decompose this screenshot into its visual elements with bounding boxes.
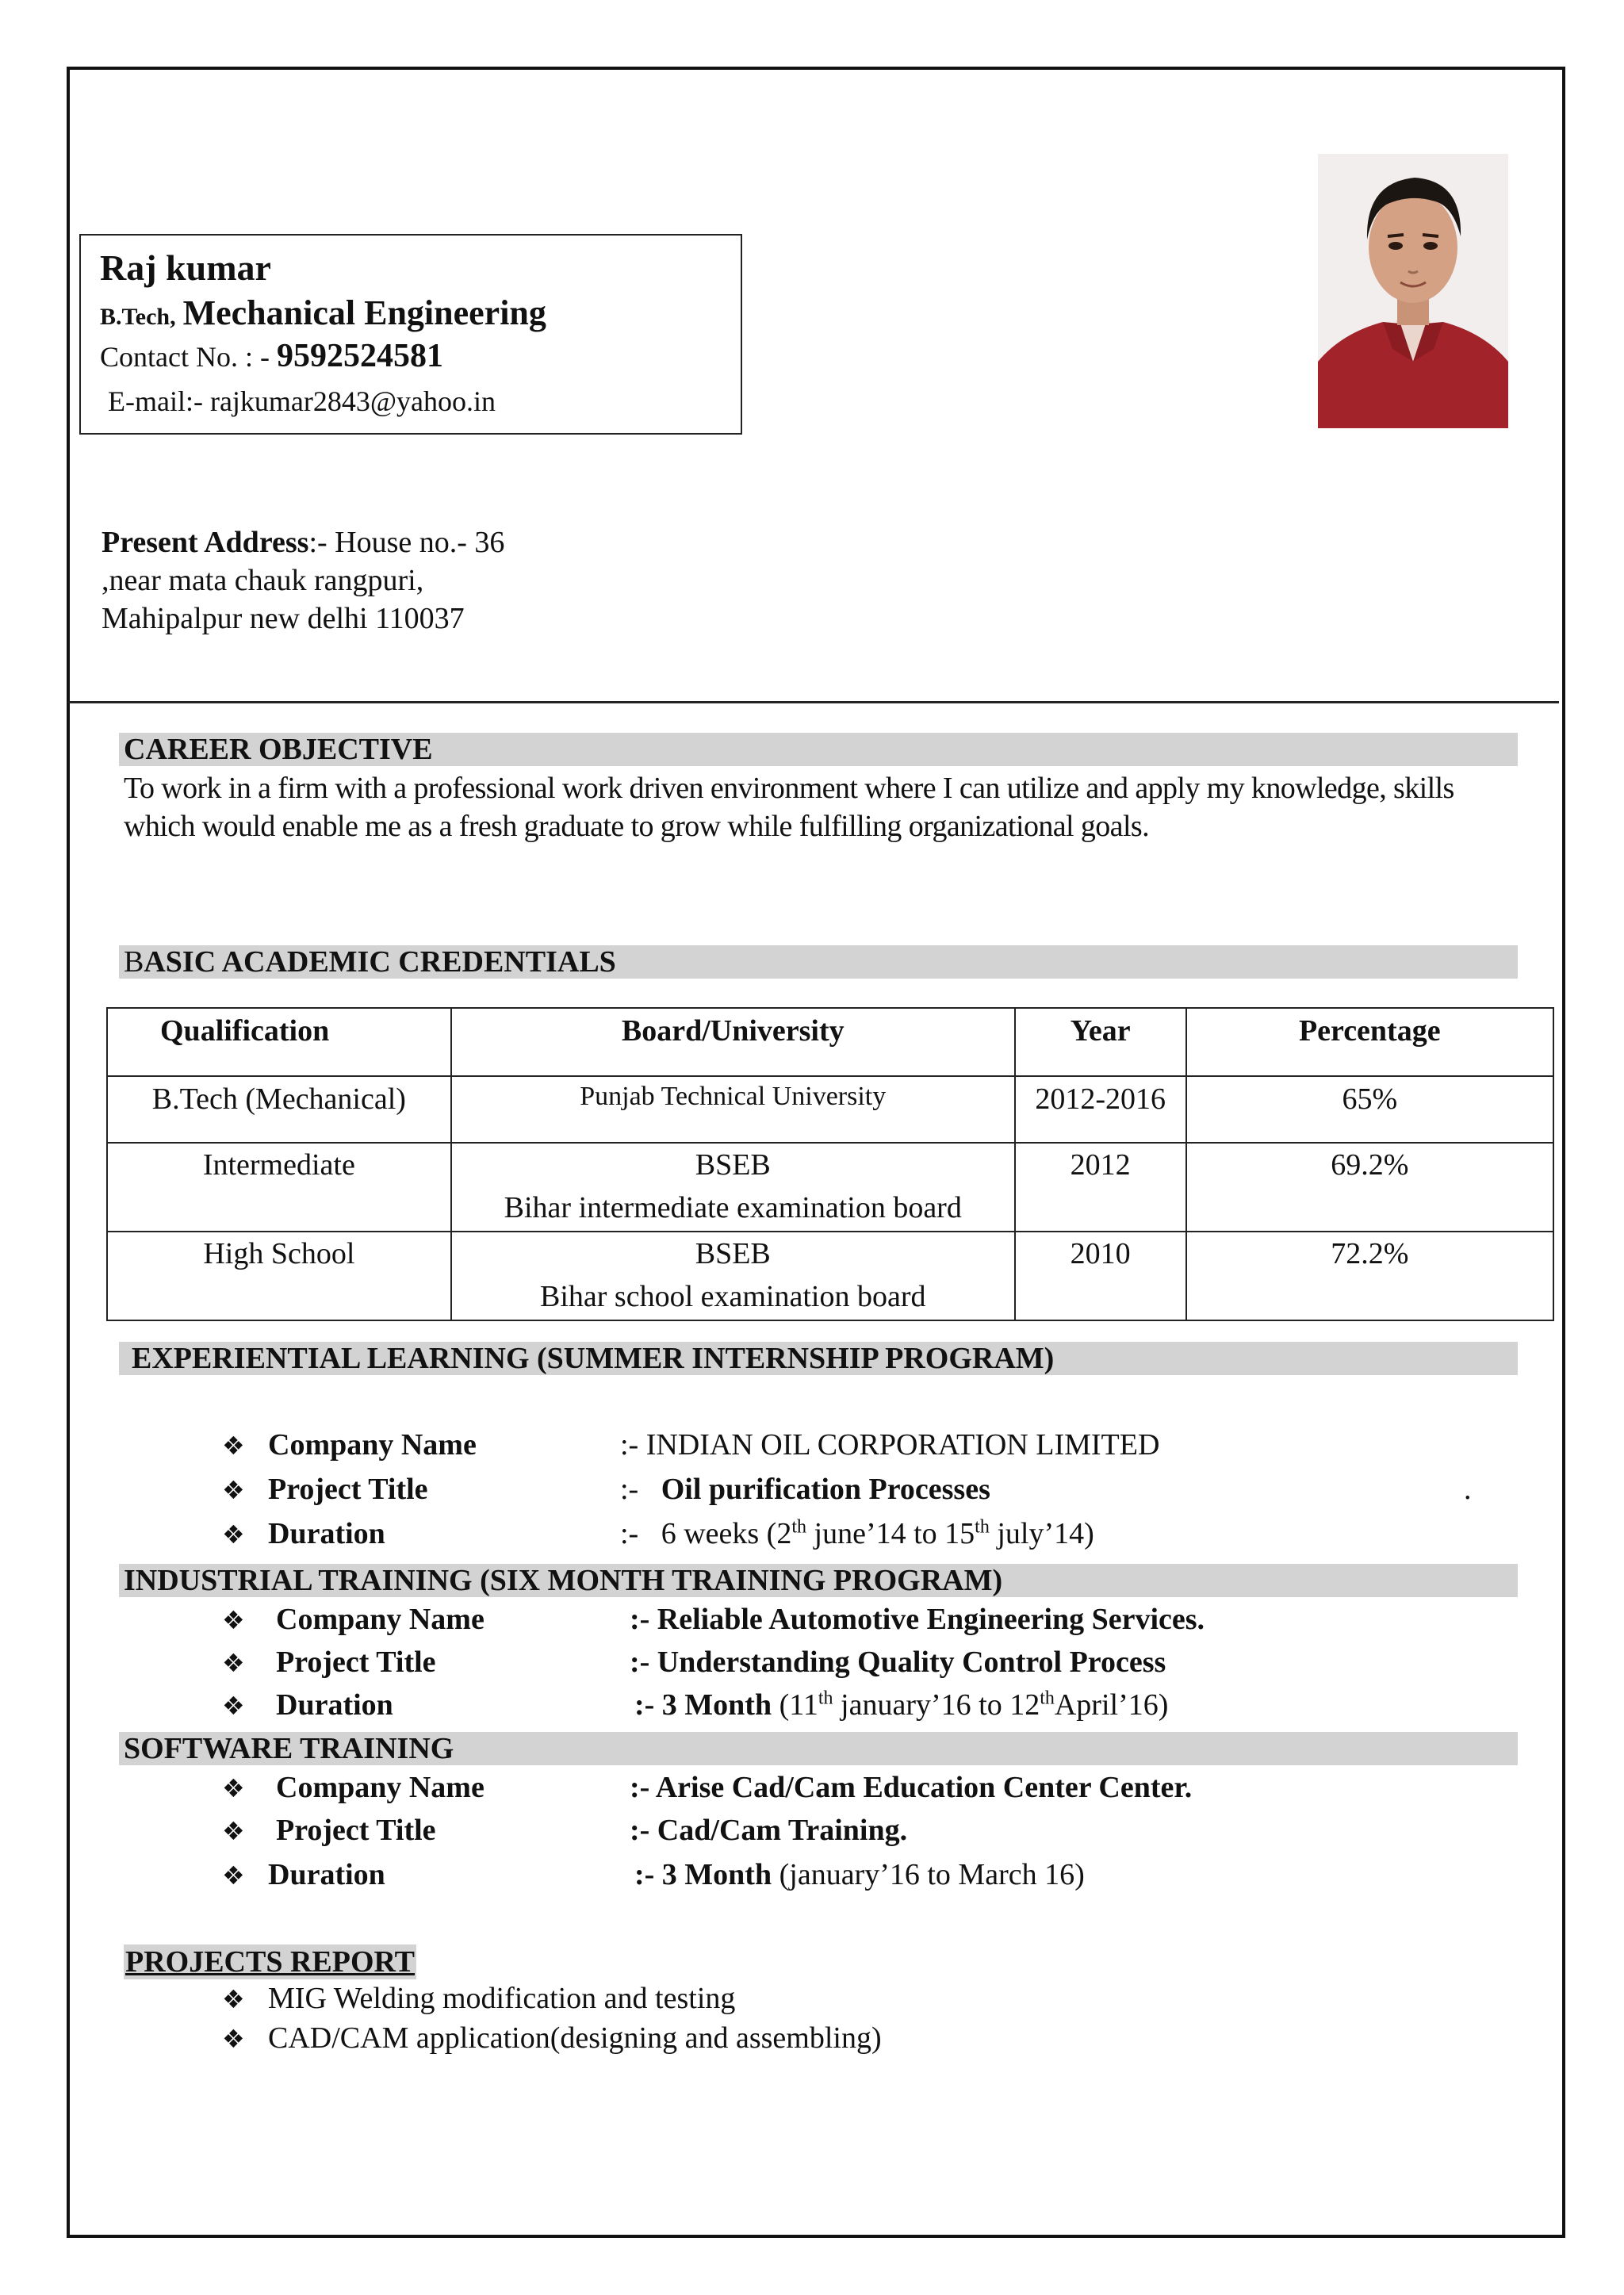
academic-heading-initial: B [124,945,144,979]
industrial-company-value: :- Reliable Automotive Engineering Services. [630,1603,1205,1636]
ordinal-suffix: th [791,1516,807,1538]
project-item [222,1981,735,2016]
industrial-duration-value [634,1688,1168,1722]
cell-board: Punjab Technical University [451,1076,1015,1143]
industrial-project-item [222,1645,436,1680]
bullet-label: Duration [268,1858,385,1891]
separator: :- [620,1517,639,1550]
cell-year: 2012-2016 [1015,1076,1186,1143]
internship-company-value: :- INDIAN OIL CORPORATION LIMITED [620,1428,1160,1462]
bullet-label: Project Title [268,1473,428,1506]
col-year: Year [1015,1008,1186,1076]
academic-credentials-table [106,1007,1554,1321]
duration-part: january’16 to 12 [833,1688,1040,1722]
diamond-bullet-icon: ❖ [222,1773,245,1803]
duration-part: April’16) [1054,1688,1169,1722]
separator: :- [620,1473,639,1506]
duration-bold: :- 3 Month [634,1858,772,1891]
profile-photo [1318,154,1508,428]
address-line-1 [102,523,504,561]
present-address [102,523,504,638]
diamond-bullet-icon: ❖ [222,1519,245,1550]
diamond-bullet-icon: ❖ [222,1475,245,1505]
projects-report-heading: PROJECTS REPORT [125,1945,415,1979]
duration-part: 6 weeks (2 [661,1517,792,1550]
career-objective-heading: CAREER OBJECTIVE [119,733,1518,766]
cell-qualification: B.Tech (Mechanical) [107,1076,451,1143]
header-divider [68,701,1559,703]
col-qualification: Qualification [107,1008,451,1076]
bullet-label: Duration [268,1517,385,1550]
cell-board [451,1143,1015,1232]
project-item-text: CAD/CAM application(designing and assembling) [268,2021,882,2055]
industrial-duration-item [222,1688,393,1722]
diamond-bullet-icon: ❖ [222,1648,245,1678]
board-abbrev: BSEB [695,1237,771,1270]
bullet-label: Project Title [276,1646,436,1679]
address-line-1-text: :- House no.- 36 [308,526,505,559]
diamond-bullet-icon: ❖ [222,1984,245,2014]
header-box [79,234,742,435]
software-training-heading: SOFTWARE TRAINING [119,1732,1518,1765]
degree-line [100,293,546,333]
bullet-label: Company Name [276,1771,485,1804]
address-line-2: ,near mata chauk rangpuri, [102,564,424,597]
project-title-text: Oil purification Processes [661,1473,990,1506]
address-label: Present Address [102,526,309,559]
software-project-item [222,1813,436,1848]
software-duration-item [222,1857,385,1892]
cell-board [451,1232,1015,1320]
internship-duration-item [222,1516,385,1551]
career-objective-text: To work in a firm with a professional work driven environment where I can utilize and apply my knowledge, skills which would enable me as a fresh graduate to grow while fulfilling organizational goals. [124,772,1454,843]
internship-heading: EXPERIENTIAL LEARNING (SUMMER INTERNSHIP PROGRAM) [119,1342,1518,1375]
diamond-bullet-icon: ❖ [222,1816,245,1846]
internship-project-value [620,1472,990,1507]
ordinal-suffix: th [975,1516,990,1538]
software-duration-value [634,1857,1085,1892]
degree-prefix: B.Tech, [100,304,176,330]
cell-qualification: High School [107,1232,451,1320]
board-abbrev: BSEB [695,1148,771,1182]
email-line: E-mail:- rajkumar2843@yahoo.in [108,385,496,417]
internship-company-item [222,1427,477,1462]
bullet-label: Project Title [276,1814,436,1847]
academic-heading-rest: ASIC ACADEMIC CREDENTIALS [144,945,616,979]
industrial-company-item [222,1602,485,1637]
diamond-bullet-icon: ❖ [222,1860,245,1891]
bullet-label: Company Name [268,1428,477,1462]
diamond-bullet-icon: ❖ [222,1691,245,1721]
cell-percentage: 69.2% [1186,1143,1553,1232]
trailing-dot: . [1464,1473,1472,1506]
bullet-label: Duration [276,1688,393,1722]
duration-bold: :- 3 Month [634,1688,772,1722]
internship-duration-value [620,1516,1094,1551]
duration-part: july’14) [989,1517,1094,1550]
software-company-value: :- Arise Cad/Cam Education Center Center. [630,1771,1193,1804]
cell-percentage: 65% [1186,1076,1553,1143]
bullet-label: Company Name [276,1603,485,1636]
academic-credentials-heading [119,945,1518,979]
cell-year: 2012 [1015,1143,1186,1232]
person-photo-icon [1318,154,1508,428]
table-row [107,1143,1553,1232]
person-name: Raj kumar [100,247,271,288]
cell-percentage: 72.2% [1186,1232,1553,1320]
board-full: Bihar school examination board [540,1280,926,1313]
cell-year: 2010 [1015,1232,1186,1320]
duration-part: (january’16 to March 16) [772,1858,1085,1891]
software-project-value: :- Cad/Cam Training. [630,1814,908,1847]
industrial-project-value: :- Understanding Quality Control Process [630,1646,1166,1679]
col-board-university: Board/University [451,1008,1015,1076]
contact-line [100,337,443,375]
contact-number: 9592524581 [276,338,443,374]
duration-part: june’14 to 15 [806,1517,975,1550]
project-item-text: MIG Welding modification and testing [268,1982,736,2015]
board-full: Bihar intermediate examination board [504,1191,962,1224]
software-company-item [222,1770,485,1805]
ordinal-suffix: th [1040,1688,1055,1709]
address-line-3: Mahipalpur new delhi 110037 [102,602,465,635]
diamond-bullet-icon: ❖ [222,1605,245,1635]
contact-label: Contact No. : - [100,341,270,373]
table-row [107,1076,1553,1143]
diamond-bullet-icon: ❖ [222,2024,245,2054]
table-header-row [107,1008,1553,1076]
ordinal-suffix: th [818,1688,833,1709]
duration-part: (11 [772,1688,818,1722]
industrial-training-heading: INDUSTRIAL TRAINING (SIX MONTH TRAINING PROGRAM) [119,1564,1518,1597]
diamond-bullet-icon: ❖ [222,1431,245,1461]
internship-project-item [222,1472,428,1507]
col-percentage: Percentage [1186,1008,1553,1076]
table-row [107,1232,1553,1320]
project-item [222,2021,882,2056]
degree-field: Mechanical Engineering [182,293,546,332]
cell-qualification: Intermediate [107,1143,451,1232]
